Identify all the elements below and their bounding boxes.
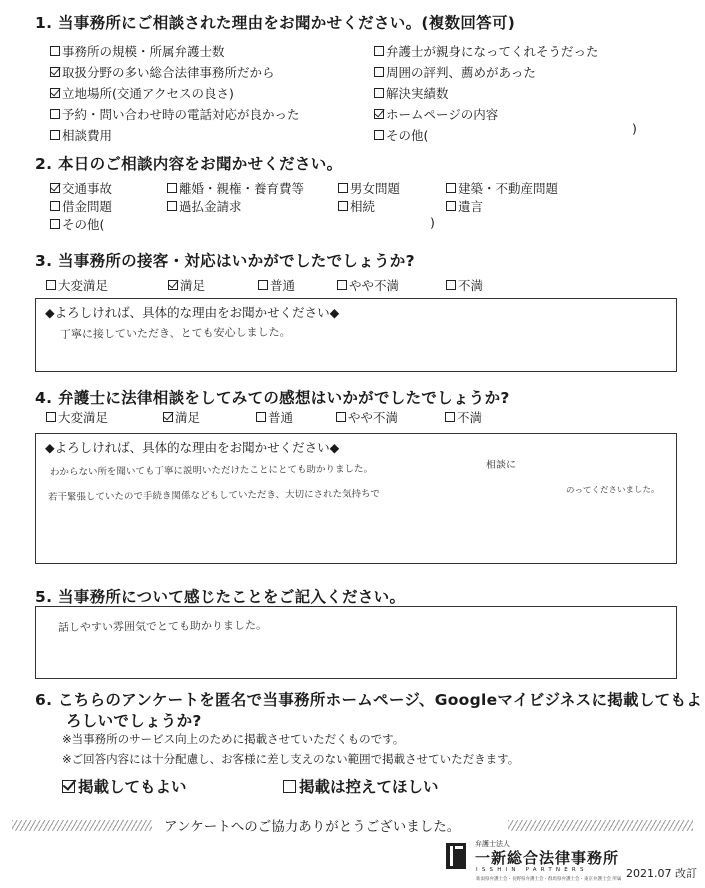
option-label: 離婚・親権・養育費等 <box>179 181 305 196</box>
q1-option[interactable] <box>50 84 300 102</box>
checkbox[interactable] <box>46 280 56 290</box>
q1-option[interactable] <box>374 105 599 123</box>
q6-option-publish-ok[interactable] <box>62 775 187 797</box>
q3-rating[interactable] <box>337 276 399 294</box>
q2-option[interactable] <box>446 197 483 215</box>
q6-title-line1: 6. こちらのアンケートを匿名で当事務所ホームページ、Googleマイビジネスに掲載してもよ <box>35 691 703 709</box>
q1-option[interactable] <box>374 63 599 81</box>
checkbox[interactable] <box>46 412 56 422</box>
rating-label: やや不満 <box>349 278 400 293</box>
q2-option[interactable] <box>446 179 558 197</box>
q5-handwritten-answer: 話しやすい雰囲気でとても助かりました。 <box>57 618 268 634</box>
q1-option[interactable] <box>50 42 300 60</box>
option-label: 弁護士が親身になってくれそうだった <box>386 44 599 59</box>
checkbox[interactable] <box>374 46 384 56</box>
q1-other-close: ) <box>632 121 637 136</box>
option-label: 立地場所(交通アクセスの良さ) <box>62 86 234 101</box>
rating-label: 普通 <box>270 278 296 293</box>
option-label: 男女問題 <box>350 181 401 196</box>
option-label: 相談費用 <box>62 128 113 143</box>
q4-rating[interactable] <box>336 408 398 426</box>
q2-option[interactable] <box>338 197 375 215</box>
checkbox-checked[interactable] <box>62 780 75 793</box>
checkbox-checked[interactable] <box>374 109 384 119</box>
q2-option-other[interactable] <box>50 215 104 233</box>
q4-handwritten-line2: 若干緊張していたので手続き関係などもしていただき、大切にされた気持ちで <box>47 488 381 503</box>
rating-label: 不満 <box>457 410 483 425</box>
firm-type: 弁護士法人 <box>475 840 510 848</box>
q3-rating[interactable] <box>446 276 483 294</box>
checkbox[interactable] <box>167 201 177 211</box>
q2-option[interactable] <box>50 179 112 197</box>
checkbox[interactable] <box>336 412 346 422</box>
q4-handwritten-note2: のってくださいました。 <box>565 485 660 496</box>
q4-rating[interactable] <box>46 408 108 426</box>
q1-option[interactable] <box>50 63 300 81</box>
q6-note-2: ※ご回答内容には十分配慮し、お客様に差し支えのない範囲で掲載させていただきます。 <box>62 752 520 766</box>
checkbox[interactable] <box>446 183 456 193</box>
firm-english-name: ISSHIN PARTNERS <box>476 867 588 873</box>
q1-options-right <box>374 42 599 144</box>
checkbox[interactable] <box>283 780 296 793</box>
q1-option[interactable] <box>374 84 599 102</box>
q3-rating[interactable] <box>168 276 205 294</box>
q3-handwritten-answer: 丁寧に接していただき、とても安心しました。 <box>59 325 291 341</box>
q6-note-1: ※当事務所のサービス向上のために掲載させていただくものです。 <box>62 732 405 746</box>
option-label: 周囲の評判、薦めがあった <box>386 65 536 80</box>
option-label: 取扱分野の多い総合法律事務所だから <box>62 65 275 80</box>
q1-option-other[interactable] <box>374 126 599 144</box>
rating-label: 不満 <box>458 278 484 293</box>
rating-label: やや不満 <box>348 410 399 425</box>
hatch-divider-left <box>12 820 152 831</box>
q3-rating[interactable] <box>258 276 295 294</box>
firm-name: 一新総合法律事務所 <box>475 849 620 867</box>
option-label: 建築・不動産問題 <box>458 181 559 196</box>
q5-answer-box[interactable] <box>35 606 677 679</box>
option-label: 借金問題 <box>62 199 113 214</box>
q4-rating[interactable] <box>445 408 482 426</box>
option-label: 解決実績数 <box>386 86 449 101</box>
q1-option[interactable] <box>50 126 300 144</box>
q5-title: 5. 当事務所について感じたことをご記入ください。 <box>35 588 406 606</box>
checkbox[interactable] <box>446 280 456 290</box>
checkbox-checked[interactable] <box>50 183 60 193</box>
q4-title: 4. 弁護士に法律相談をしてみての感想はいかがでしたでしょうか? <box>35 389 510 407</box>
option-label: 掲載は控えてほしい <box>299 778 439 796</box>
q1-title: 1. 当事務所にご相談された理由をお聞かせください。(複数回答可) <box>35 14 516 32</box>
q1-option[interactable] <box>374 42 599 60</box>
checkbox[interactable] <box>338 201 348 211</box>
q1-options-left <box>50 42 300 144</box>
q2-option[interactable] <box>338 179 400 197</box>
checkbox[interactable] <box>338 183 348 193</box>
option-label: 予約・問い合わせ時の電話対応が良かった <box>62 107 300 122</box>
checkbox-checked[interactable] <box>50 88 60 98</box>
checkbox[interactable] <box>374 67 384 77</box>
option-label: 交通事故 <box>62 181 113 196</box>
q4-handwritten-line1: わからない所を聞いても丁寧に説明いただけたことにとても助かりました。 <box>49 463 374 478</box>
option-label: その他( <box>386 128 429 143</box>
q1-option[interactable] <box>50 105 300 123</box>
rating-label: 満足 <box>180 278 206 293</box>
rating-label: 大変満足 <box>58 278 109 293</box>
rating-label: 普通 <box>268 410 294 425</box>
checkbox-checked[interactable] <box>168 280 178 290</box>
q2-option[interactable] <box>167 197 242 215</box>
firm-logo-icon <box>446 843 466 869</box>
q6-option-publish-decline[interactable] <box>283 775 439 797</box>
checkbox[interactable] <box>374 88 384 98</box>
option-label: ホームページの内容 <box>386 107 499 122</box>
option-label: 過払金請求 <box>179 199 242 214</box>
checkbox[interactable] <box>167 183 177 193</box>
q6-title-line2: ろしいでしょうか? <box>66 712 202 730</box>
checkbox[interactable] <box>50 219 60 229</box>
rating-label: 大変満足 <box>58 410 109 425</box>
checkbox-checked[interactable] <box>163 412 173 422</box>
checkbox[interactable] <box>374 130 384 140</box>
checkbox[interactable] <box>50 201 60 211</box>
q3-title: 3. 当事務所の接客・対応はいかがでしたでしょうか? <box>35 252 415 270</box>
q3-reason-prompt: ◆よろしければ、具体的な理由をお聞かせください◆ <box>45 305 340 320</box>
q3-reason-box[interactable] <box>35 298 677 372</box>
q2-title: 2. 本日のご相談内容をお聞かせください。 <box>35 155 343 173</box>
revision-date: 2021.07 改訂 <box>626 867 697 880</box>
q4-reason-prompt: ◆よろしければ、具体的な理由をお聞かせください◆ <box>45 440 340 455</box>
option-label: 遺言 <box>458 199 484 214</box>
checkbox[interactable] <box>256 412 266 422</box>
option-label: 事務所の規模・所属弁護士数 <box>62 44 225 59</box>
option-label: その他( <box>62 217 105 232</box>
checkbox[interactable] <box>445 412 455 422</box>
q2-other-close: ) <box>430 215 435 230</box>
option-label: 相続 <box>350 199 376 214</box>
checkbox[interactable] <box>50 130 60 140</box>
checkbox[interactable] <box>258 280 268 290</box>
firm-affiliation: 新潟県弁護士会・長野県弁護士会・群馬県弁護士会・東京弁護士会 所属 <box>476 877 622 882</box>
checkbox[interactable] <box>337 280 347 290</box>
q3-rating[interactable] <box>46 276 108 294</box>
q4-reason-box[interactable] <box>35 433 677 564</box>
checkbox[interactable] <box>50 109 60 119</box>
q2-option[interactable] <box>167 179 304 197</box>
q4-handwritten-note1: 相談に <box>485 459 517 471</box>
q4-rating[interactable] <box>163 408 200 426</box>
hatch-divider-right <box>508 820 693 831</box>
checkbox[interactable] <box>50 46 60 56</box>
checkbox-checked[interactable] <box>50 67 60 77</box>
rating-label: 満足 <box>175 410 201 425</box>
q4-rating[interactable] <box>256 408 293 426</box>
thanks-message: アンケートへのご協力ありがとうございました。 <box>164 819 461 835</box>
q2-option[interactable] <box>50 197 112 215</box>
option-label: 掲載してもよい <box>78 778 187 796</box>
checkbox[interactable] <box>446 201 456 211</box>
